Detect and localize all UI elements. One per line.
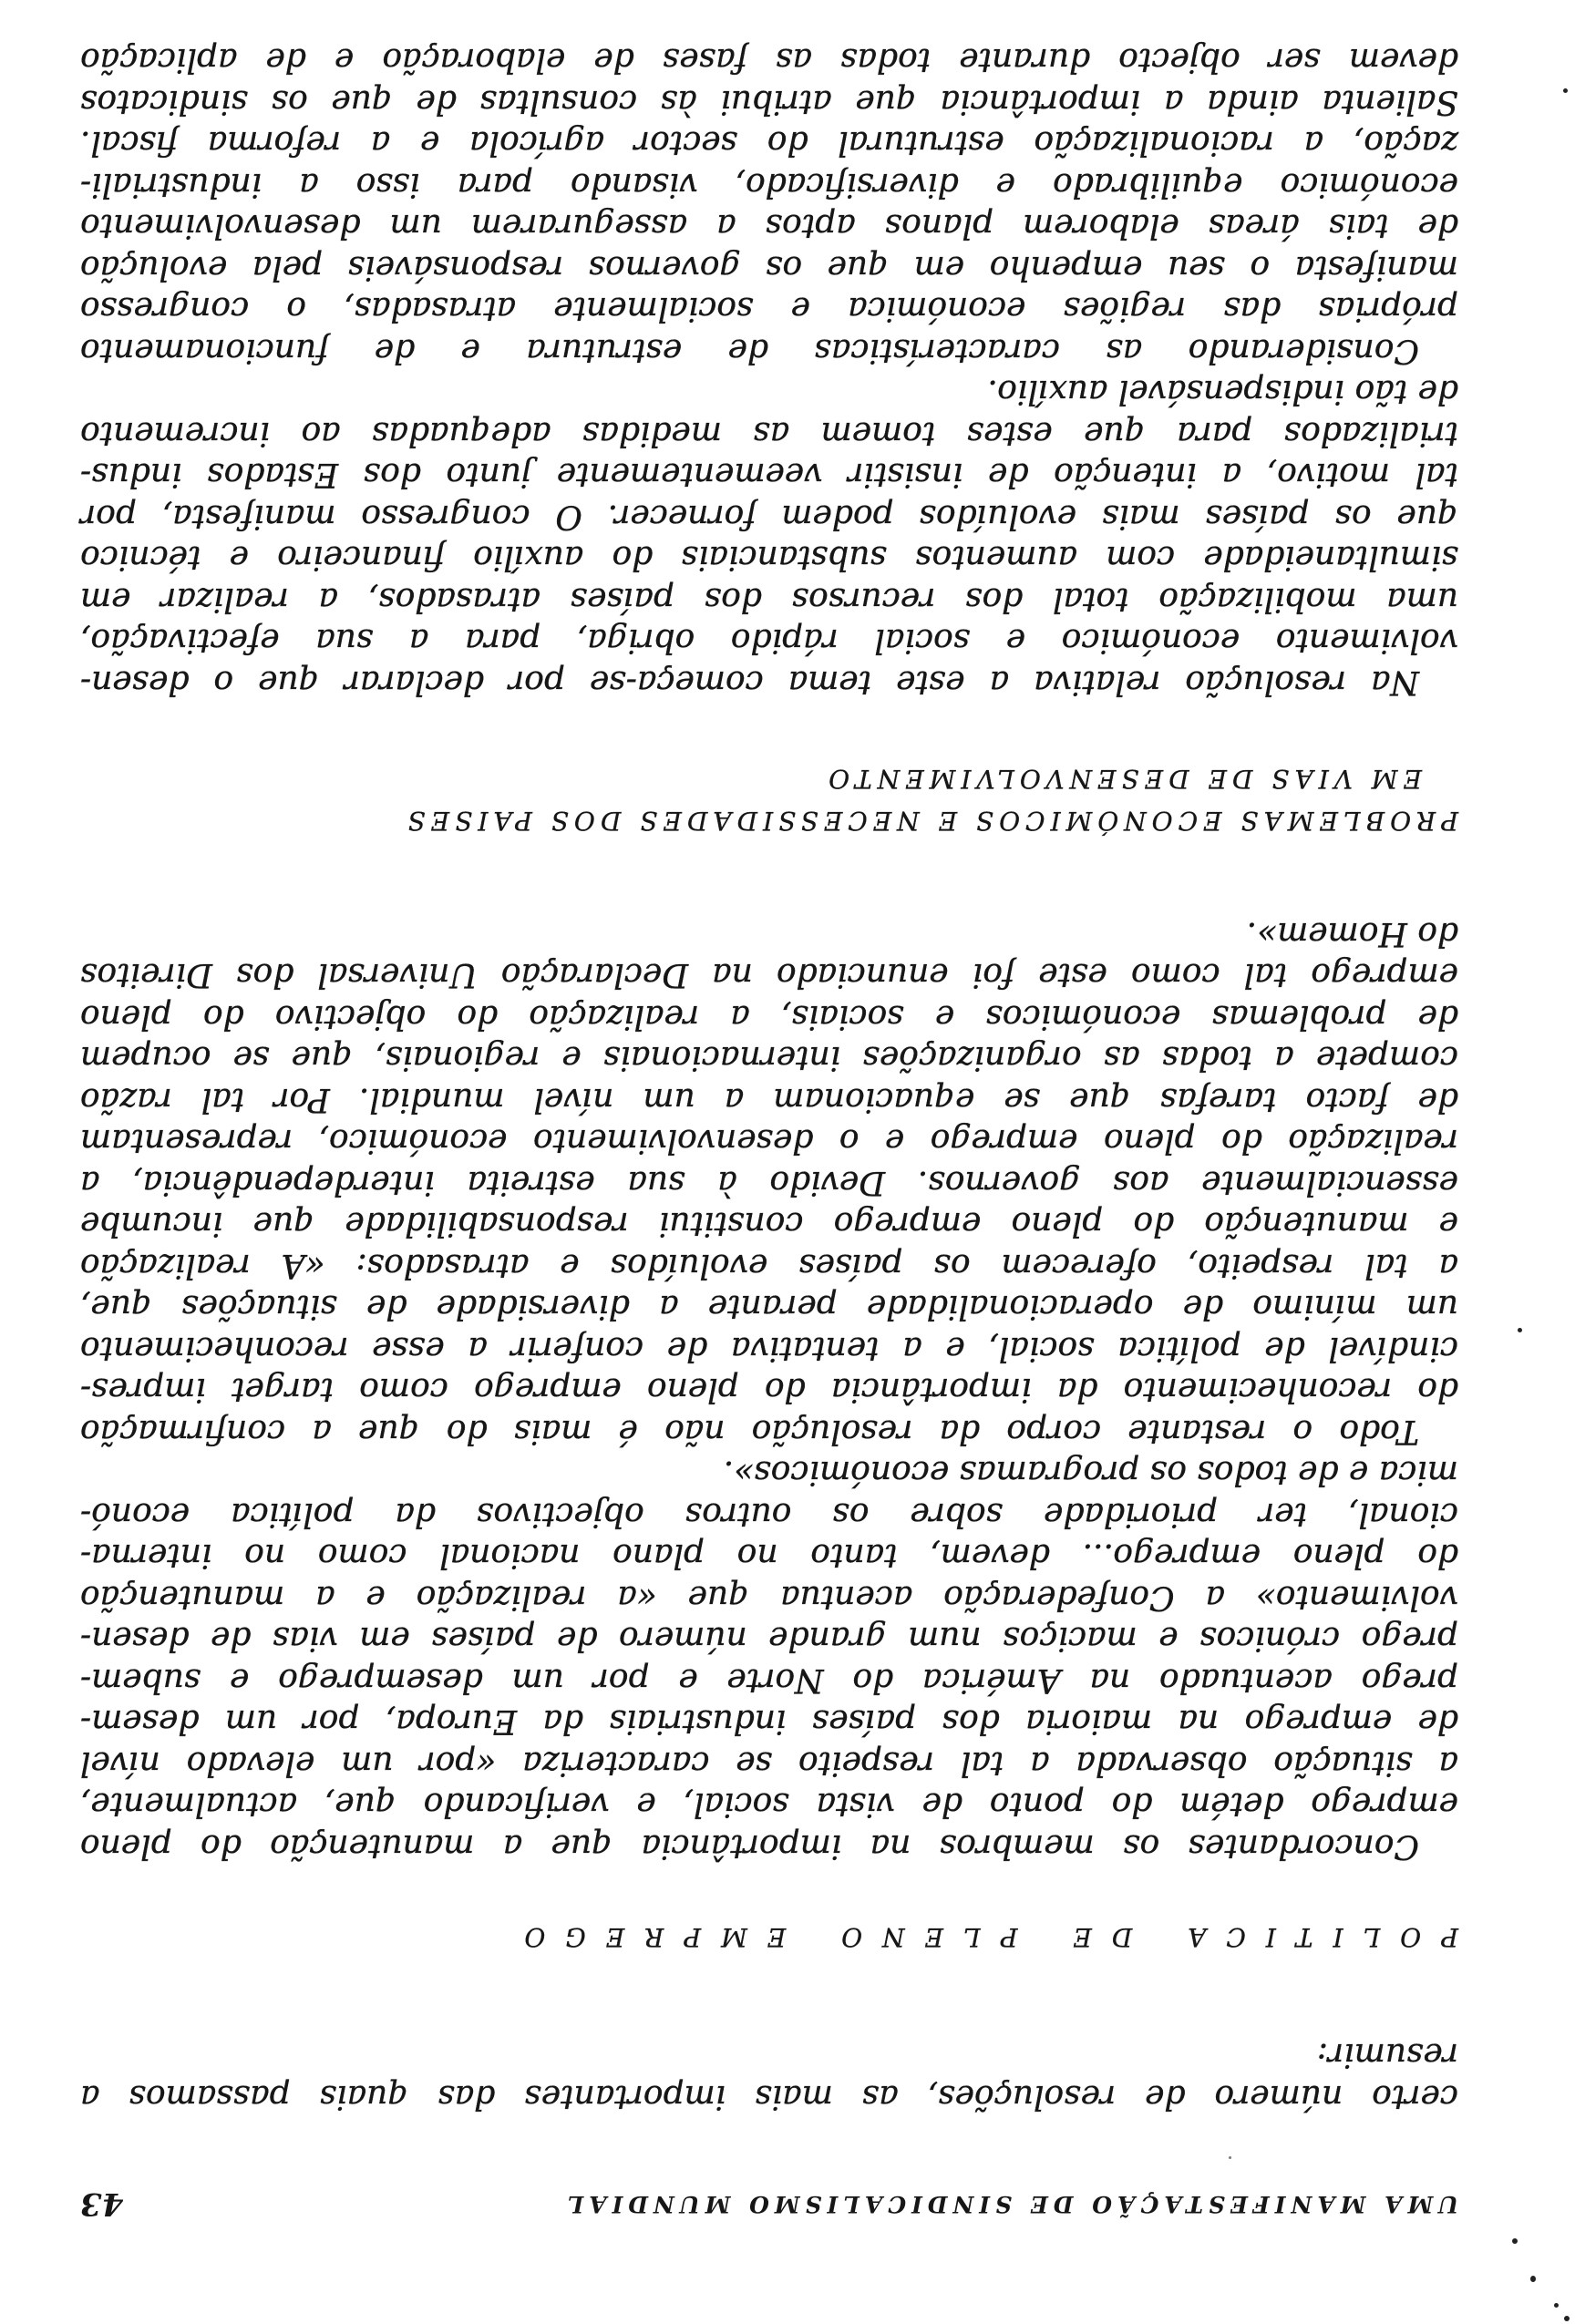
text-line: Salienta ainda a importância que atribui às consultas de que os sindicatos <box>80 83 1458 120</box>
text-line: Considerando as características de estrutura e de funcionamento <box>80 332 1419 369</box>
paragraph <box>80 39 1458 371</box>
text-line: cindível de política social, e a tentativa de conferir a esse reconhecimento <box>80 1330 1458 1367</box>
text-line: devem ser objecto durante todas as fases de elaboração e de aplicação <box>80 41 1458 79</box>
scan-speck <box>1554 2303 1559 2308</box>
scan-speck <box>1512 2238 1518 2244</box>
text-line: a situação observada a tal respeito se caracteriza «por um elevado nível <box>80 1744 1458 1782</box>
text-line: tal motivo, a intenção de insistir veementemente junto dos Estados indus- <box>80 456 1458 494</box>
text-line: do pleno emprego... devem, tanto no plano nacional como no interna- <box>80 1537 1458 1575</box>
running-header <box>80 2184 1458 2224</box>
page-number: 43 <box>80 2185 124 2222</box>
scan-speck <box>1563 88 1568 93</box>
text-line: próprias das regiões económica e socialmente atrasadas, o congresso <box>80 290 1458 328</box>
text-line: volvimento económico e social rápido obriga, para a sua efectivação, <box>80 622 1458 660</box>
text-line: emprego detém do ponto de vista social, e verificando que, actualmente, <box>80 1785 1458 1824</box>
section-heading-line: POLITICA DE PLENO EMPREGO <box>504 1922 1458 1952</box>
text-line: realização do pleno emprego e o desenvolvimento económico, representam <box>80 1122 1458 1160</box>
text-line: que os países mais evoluídos podem fornecer. O congresso manifesta, por <box>80 498 1458 535</box>
text-line: volvimento» a Confederação acentua que «a realização e a manutenção <box>80 1578 1458 1616</box>
text-line: resumir: <box>1316 2036 1458 2074</box>
text-line: de problemas económicos e sociais, a realização do objectivo do pleno <box>80 998 1458 1035</box>
section-heading-line: EM VIAS DE DESENVOLVIMENTO <box>823 764 1422 795</box>
paragraph <box>80 371 1458 703</box>
text-line: a tal respeito, oferecem os países evoluídos e atrasados: «A realização <box>80 1247 1458 1284</box>
text-line: prego crónicos e maciços num grande número de países em vias de desen- <box>80 1620 1458 1658</box>
scan-speck <box>1530 2276 1536 2282</box>
section-body-paises-em-desenvolvimento <box>80 39 1458 703</box>
text-line: compete a todas as organizações internacionais e regionais, que se ocupem <box>80 1039 1458 1077</box>
text-line: de emprego na maioria dos países industriais da Europa, por um desem- <box>80 1702 1458 1741</box>
text-line: um mínimo de operacionalidade perante a diversidade de situações que, <box>80 1288 1458 1326</box>
text-line: zação, a racionalização estrutural do sector agrícola e a reforma fiscal. <box>80 124 1458 162</box>
scan-speck <box>1518 1328 1522 1332</box>
section-body-pleno-emprego <box>80 913 1458 1867</box>
text-line: e manutenção do pleno emprego constitui responsabilidade que incumbe <box>80 1205 1458 1243</box>
text-line: simultaneidade com aumentos substanciais do auxílio financeiro e técnico <box>80 539 1458 577</box>
paragraph <box>80 1452 1458 1866</box>
text-line: Todo o restante corpo da resolução não é mais do que a confirmação <box>80 1413 1419 1450</box>
text-line: essencialmente aos governos. Devido à sua estreita interdependência, a <box>80 1164 1458 1201</box>
text-line: económico equilibrado e diversificado, visando para isso a industriali- <box>80 166 1458 203</box>
text-line: prego acentuado na América do Norte e por um desemprego e subem- <box>80 1661 1458 1699</box>
text-line: mica e de todos os programas económicos». <box>723 1454 1458 1492</box>
section-heading-line: PROBLEMAS ECONÓMICOS E NECESSIDADES DOS PAISES <box>402 806 1458 836</box>
paragraph <box>80 913 1458 1453</box>
running-header-title: UMA MANIFESTAÇÃO DE SINDICALISMO MUNDIAL <box>561 2191 1458 2217</box>
text-line: do reconhecimento da importância do pleno emprego como target impres- <box>80 1371 1458 1409</box>
text-line: Na resolução relativa a este tema começa-se por declarar que o desen- <box>80 663 1419 701</box>
text-line: trializados para que estes tomem as medidas adequadas ao incremento <box>80 415 1458 452</box>
text-line: uma mobilização total dos recursos dos países atrasados, a realizar em <box>80 581 1458 618</box>
text-line: emprego tal como este foi enunciado na Declaração Universal dos Direitos <box>80 956 1458 994</box>
scan-speck <box>1564 2316 1570 2321</box>
text-line: Concordantes os membros na importância que a manutenção do pleno <box>80 1827 1419 1865</box>
text-line: de tais áreas elaborem planos aptos a assegurarem um desenvolvimento <box>80 207 1458 245</box>
text-line: cional, ter prioridade sobre os outros objectivos da política econó- <box>80 1496 1458 1533</box>
text-line: de tão indispensável auxílio. <box>987 373 1458 411</box>
text-line: de facto tarefas que se equacionam a um nível mundial. Por tal razão <box>80 1081 1458 1118</box>
scan-speck <box>1229 2156 1231 2159</box>
text-line: do Homem». <box>1246 915 1458 952</box>
intro-paragraph <box>80 2034 1458 2117</box>
text-line: manifesta o seu empenho em que os governos responsáveis pela evolução <box>80 249 1458 286</box>
section-heading-pleno-emprego <box>80 1917 1458 1959</box>
section-heading-paises-em-desenvolvimento <box>80 758 1458 841</box>
text-line: certo número de resoluções, as mais importantes das quais passamos a <box>80 2078 1458 2115</box>
